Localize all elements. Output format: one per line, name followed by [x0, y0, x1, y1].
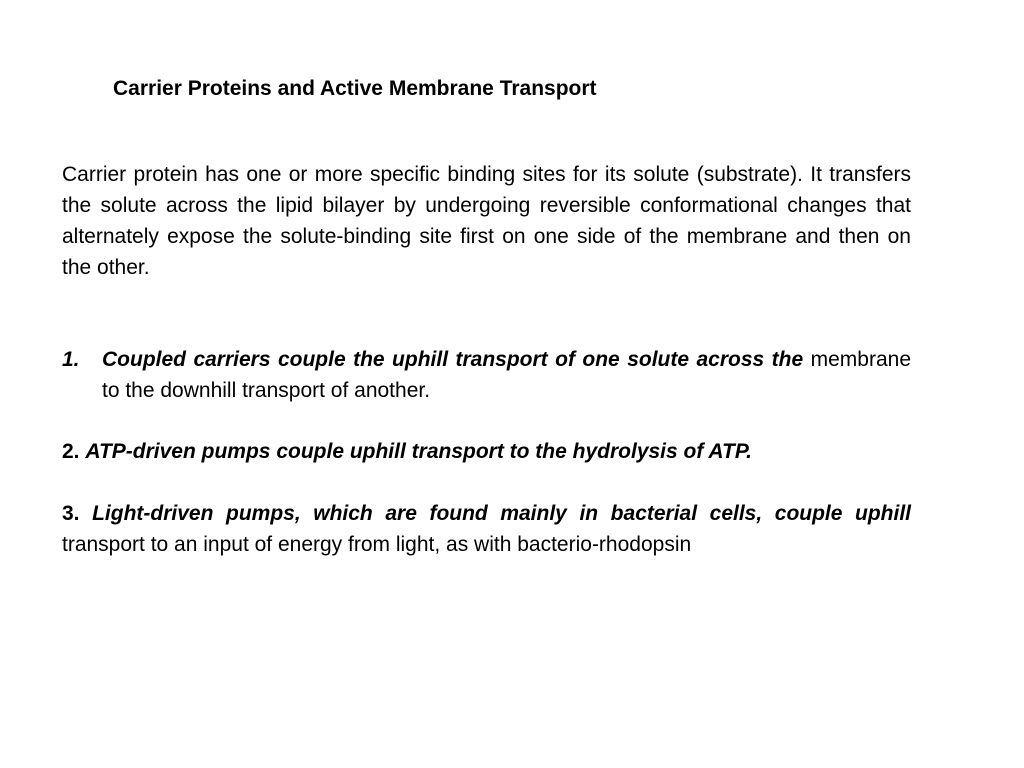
intro-paragraph: Carrier protein has one or more specific binding sites for its solute (substrate). It transfers the solute across the lipid bilayer by undergoing reversible conformational changes that alternately expose the solute-binding site first on one side of the membrane and then on the other.	[62, 163, 911, 279]
list-item-rest: membrane to the downhill transport of another.	[102, 348, 912, 402]
list-item-emphasis: ATP-driven pumps couple uphill transport to the hydrolysis of ATP.	[85, 440, 752, 463]
slide-title: Carrier Proteins and Active Membrane Transport	[113, 77, 597, 100]
list-item-emphasis: Light-driven pumps, which are found mainly in bacterial cells, couple uphill	[92, 502, 911, 525]
list-item-number: 1.	[62, 348, 80, 371]
list-item-number: 3.	[62, 502, 80, 525]
list-item-coupled-carriers	[62, 344, 911, 406]
list-item-text	[102, 344, 911, 406]
list-item-emphasis: Coupled carriers couple the uphill transport of one solute across the	[102, 348, 804, 371]
list-item-light-pumps	[62, 498, 911, 560]
list-item-atp-pumps	[62, 436, 942, 467]
list-item-number: 2.	[62, 440, 80, 463]
list-item-rest: transport to an input of energy from light, as with bacterio-rhodopsin	[62, 533, 692, 556]
